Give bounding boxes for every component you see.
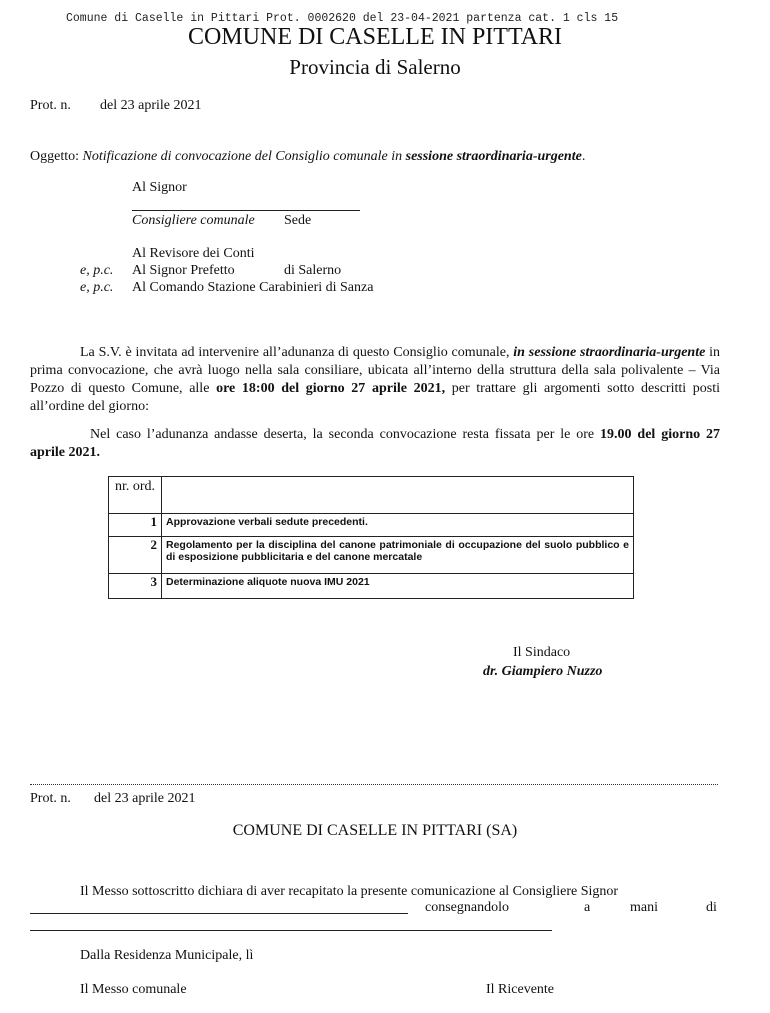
subject-end: . (581, 149, 586, 164)
recipient-carabinieri: Al Comando Stazione Carabinieri di Sanza (132, 280, 374, 295)
subject-label: Oggetto: (30, 149, 79, 164)
recipient-revisore: Al Revisore dei Conti (132, 246, 255, 261)
subject-line (30, 149, 585, 165)
document-title: COMUNE DI CASELLE IN PITTARI (187, 24, 563, 50)
receipt-di: di (706, 900, 717, 915)
recipient-di-salerno: di Salerno (284, 263, 342, 278)
receipt-consegnandolo: consegnandolo (425, 900, 509, 915)
receipt-title: COMUNE DI CASELLE IN PITTARI (SA) (232, 822, 518, 839)
agenda-text: Regolamento per la disciplina del canone patrimoniale di occupazione del suolo pubblico e di esposizione pubblicitaria e del canone mercatale (162, 537, 634, 574)
second-convocation-paragraph (30, 426, 720, 462)
receipt-residenza: Dalla Residenza Municipale, lì (80, 948, 254, 963)
subject-emphasis: sessione straordinaria-urgente (405, 149, 582, 164)
p2-datetime: 19.00 del giorno 27 aprile 2021. (30, 427, 720, 460)
recipient-name-line (132, 210, 360, 211)
agenda-row (109, 514, 634, 537)
signature-role: Il Sindaco (513, 645, 571, 660)
prot-label: Prot. n. (30, 98, 71, 113)
convocation-paragraph (30, 344, 720, 416)
agenda-header-num: nr. ord. (109, 477, 162, 514)
p1-text-a: La S.V. è invitata ad intervenire all’adunanza di questo Consiglio comunale, (80, 345, 510, 360)
agenda-header-row (109, 477, 634, 514)
recipient-consigliere: Consigliere comunale (132, 213, 255, 228)
receipt-mani: mani (630, 900, 658, 915)
subject-text: Notificazione di convocazione del Consiglio comunale in (82, 149, 403, 164)
epc-label-2: e, p.c. (80, 280, 114, 295)
receipt-a: a (584, 900, 591, 915)
p1-session-type: in sessione straordinaria-urgente (513, 345, 706, 360)
agenda-num: 2 (109, 537, 162, 574)
receipt-prot-label: Prot. n. (30, 791, 71, 806)
agenda-num: 3 (109, 574, 162, 599)
receipt-statement: Il Messo sottoscritto dichiara di aver recapitato la presente comunicazione al Consigliere Signor (80, 884, 619, 899)
receipt-messo: Il Messo comunale (80, 982, 187, 997)
agenda-row (109, 574, 634, 599)
document-subtitle: Provincia di Salerno (289, 55, 461, 79)
p2-text-a: Nel caso l’adunanza andasse deserta, la seconda convocazione resta fissata per le ore (90, 427, 595, 442)
agenda-text: Determinazione aliquote nuova IMU 2021 (162, 574, 634, 599)
agenda-row (109, 537, 634, 574)
receipt-prot-date: del 23 aprile 2021 (94, 791, 196, 806)
prot-date: del 23 aprile 2021 (100, 98, 202, 113)
protocol-stamp: Comune di Caselle in Pittari Prot. 0002620 del 23-04-2021 partenza cat. 1 cls 15 (66, 12, 619, 25)
receipt-blank-line-1 (30, 913, 408, 914)
signature-name: dr. Giampiero Nuzzo (483, 664, 603, 679)
recipient-al-signor: Al Signor (132, 180, 187, 195)
recipient-prefetto: Al Signor Prefetto (132, 263, 235, 278)
agenda-header-blank (162, 477, 634, 514)
agenda-table (108, 476, 634, 599)
p1-datetime: ore 18:00 del giorno 27 aprile 2021, (216, 381, 446, 396)
p1-text-c: in prima convocazione, che avrà luogo nella sala consiliare, ubicata all’interno della struttura della sala polivalente – Via Pozzo di questo Comune, alle (30, 345, 721, 396)
cut-line (30, 784, 718, 785)
recipient-sede: Sede (284, 213, 312, 228)
receipt-ricevente: Il Ricevente (486, 982, 555, 997)
agenda-num: 1 (109, 514, 162, 537)
agenda-text: Approvazione verbali sedute precedenti. (162, 514, 634, 537)
p1-text-e: per trattare gli argomenti sotto descritti posti all’ordine del giorno: (30, 381, 721, 414)
receipt-blank-line-2 (30, 930, 552, 931)
epc-label-1: e, p.c. (80, 263, 114, 278)
